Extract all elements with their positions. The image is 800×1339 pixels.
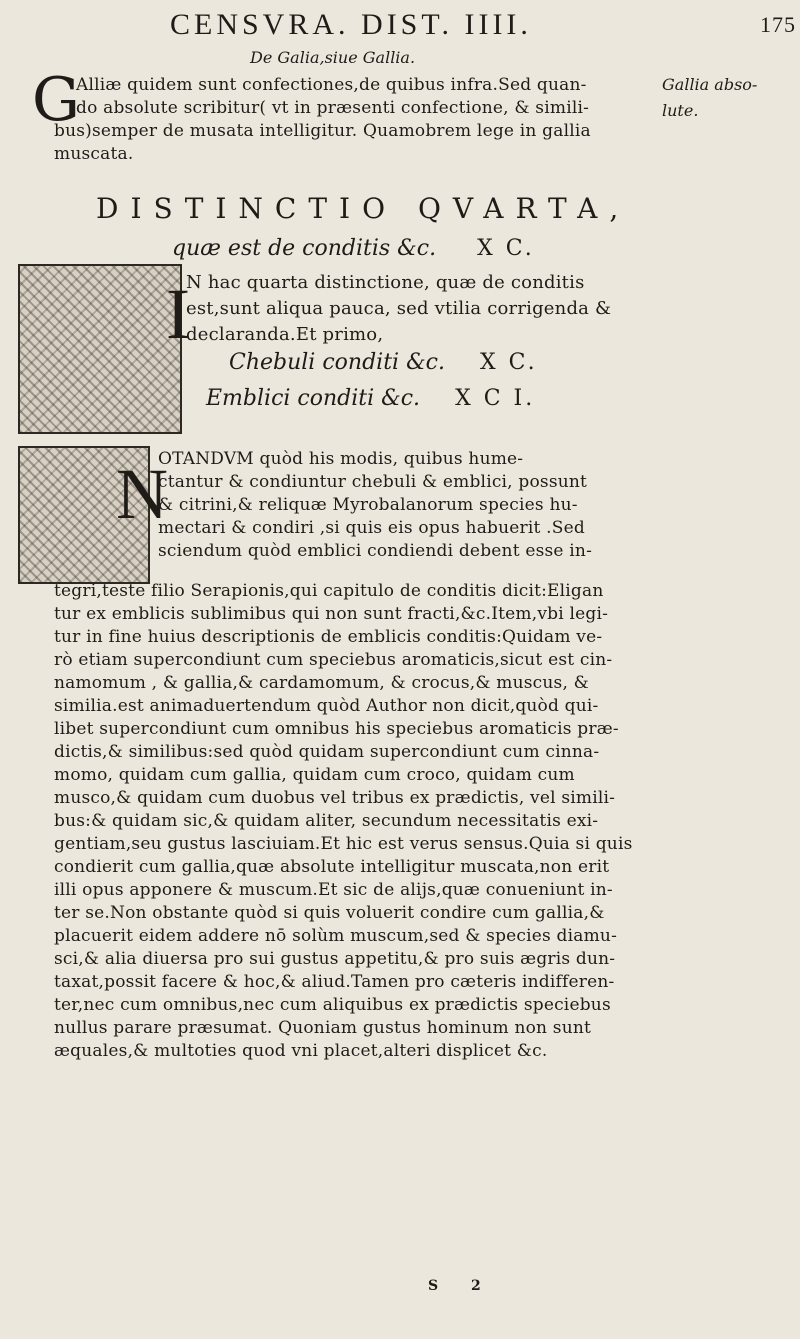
drop-cap: G: [32, 65, 80, 135]
intro-paragraph-cont: [54, 120, 591, 166]
ornamental-initial-frame: [18, 446, 168, 584]
section-subtitle-text: quæ est de conditis &c.: [172, 236, 437, 261]
text-line: bus)semper de musata intelligitur. Quamobrem lege in gallia: [54, 121, 591, 141]
margin-note: [662, 72, 800, 124]
section-code: X C.: [477, 236, 535, 261]
margin-note-line: lute.: [662, 101, 699, 120]
distinction-intro: [186, 270, 611, 348]
section-title: DISTINCTIO QVARTA,: [96, 192, 631, 225]
text-line: placuerit eidem addere nō solùm muscum,sed & species diamu-: [54, 926, 618, 946]
text-line: illi opus apponere & muscum.Et sic de alijs,quæ conueniunt in-: [54, 880, 613, 900]
text-line: dictis,& similibus:sed quòd quidam supercondiunt cum cinna-: [54, 742, 600, 762]
text-line: do absolute scribitur( vt in præsenti confectione, & simili-: [76, 98, 590, 118]
ornamental-initial: N: [116, 454, 168, 534]
signature-mark: S 2: [428, 1278, 495, 1294]
text-line: æquales,& multoties quod vni placet,alteri displicet &c.: [54, 1041, 548, 1061]
intro-paragraph: [76, 74, 589, 120]
text-line: mectari & condiri ,si quis eis opus habuerit .Sed: [158, 518, 585, 538]
section-subtitle: [172, 236, 535, 261]
text-line: tur ex emblicis sublimibus qui non sunt fracti,&c.Item,vbi legi-: [54, 604, 609, 624]
text-line: OTANDVM quòd his modis, quibus hume-: [158, 449, 524, 469]
text-line: declaranda.Et primo,: [186, 324, 384, 345]
text-line: & citrini,& reliquæ Myrobalanorum species hu-: [158, 495, 578, 515]
text-line: tegri,teste filio Serapionis,qui capitulo de conditis dicit:Eligan: [54, 581, 604, 601]
text-line: sciendum quòd emblici condiendi debent esse in-: [158, 541, 593, 561]
text-line: momo, quidam cum gallia, quidam cum croco, quidam cum: [54, 765, 575, 785]
text-line: muscata.: [54, 144, 134, 164]
text-line: ter se.Non obstante quòd si quis voluerit condire cum gallia,&: [54, 903, 605, 923]
text-line: musco,& quidam cum duobus vel tribus ex prædictis, vel simili-: [54, 788, 616, 808]
text-line: taxat,possit facere & hoc,& aliud.Tamen pro cæteris indifferen-: [54, 972, 615, 992]
entry-heading: [229, 350, 538, 375]
text-line: libet supercondiunt cum omnibus his speciebus aromaticis præ-: [54, 719, 619, 739]
text-line: similia.est animaduertendum quòd Author non dicit,quòd qui-: [54, 696, 599, 716]
text-line: est,sunt aliqua pauca, sed vtilia corrigenda &: [186, 298, 612, 319]
entry-code: X C I.: [455, 386, 536, 411]
running-header: [170, 8, 800, 42]
chapter-subtitle: De Galia,siue Gallia.: [250, 48, 416, 67]
text-line: nullus parare præsumat. Quoniam gustus hominum non sunt: [54, 1018, 592, 1038]
commentary-paragraph: [158, 448, 592, 563]
text-line: ter,nec cum omnibus,nec cum aliquibus ex prædictis speciebus: [54, 995, 611, 1015]
text-line: bus:& quidam sic,& quidam aliter, secundum necessitatis exi-: [54, 811, 599, 831]
commentary-paragraph-cont: [54, 580, 633, 1063]
entry-code: X C.: [479, 350, 538, 375]
text-line: condierit cum gallia,quæ absolute intelligitur muscata,non erit: [54, 857, 610, 877]
text-line: Alliæ quidem sunt confectiones,de quibus infra.Sed quan-: [76, 75, 587, 95]
entry-title: Emblici conditi &c.: [206, 386, 421, 411]
text-line: gentiam,seu gustus lasciuiam.Et hic est verus sensus.Quia si quis: [54, 834, 633, 854]
text-line: sci,& alia diuersa pro sui gustus appetitu,& pro suis ægris dun-: [54, 949, 616, 969]
text-line: tur in fine huius descriptionis de emblicis conditis:Quidam ve-: [54, 627, 603, 647]
page-number: 175: [760, 12, 796, 37]
ornamental-initial-frame: [18, 264, 190, 434]
ornamental-initial: I: [166, 274, 190, 354]
text-line: ctantur & condiuntur chebuli & emblici, possunt: [158, 472, 588, 492]
text-line: namomum , & gallia,& cardamomum, & crocus,& muscus, &: [54, 673, 590, 693]
entry-title: Chebuli conditi &c.: [229, 350, 445, 375]
text-line: rò etiam supercondiunt cum speciebus aromaticis,sicut est cin-: [54, 650, 613, 670]
margin-note-line: Gallia abso-: [662, 75, 758, 94]
header-title: CENSVRA. DIST. IIII.: [170, 8, 532, 41]
text-line: N hac quarta distinctione, quæ de conditis: [186, 272, 585, 293]
entry-heading: [206, 386, 535, 411]
